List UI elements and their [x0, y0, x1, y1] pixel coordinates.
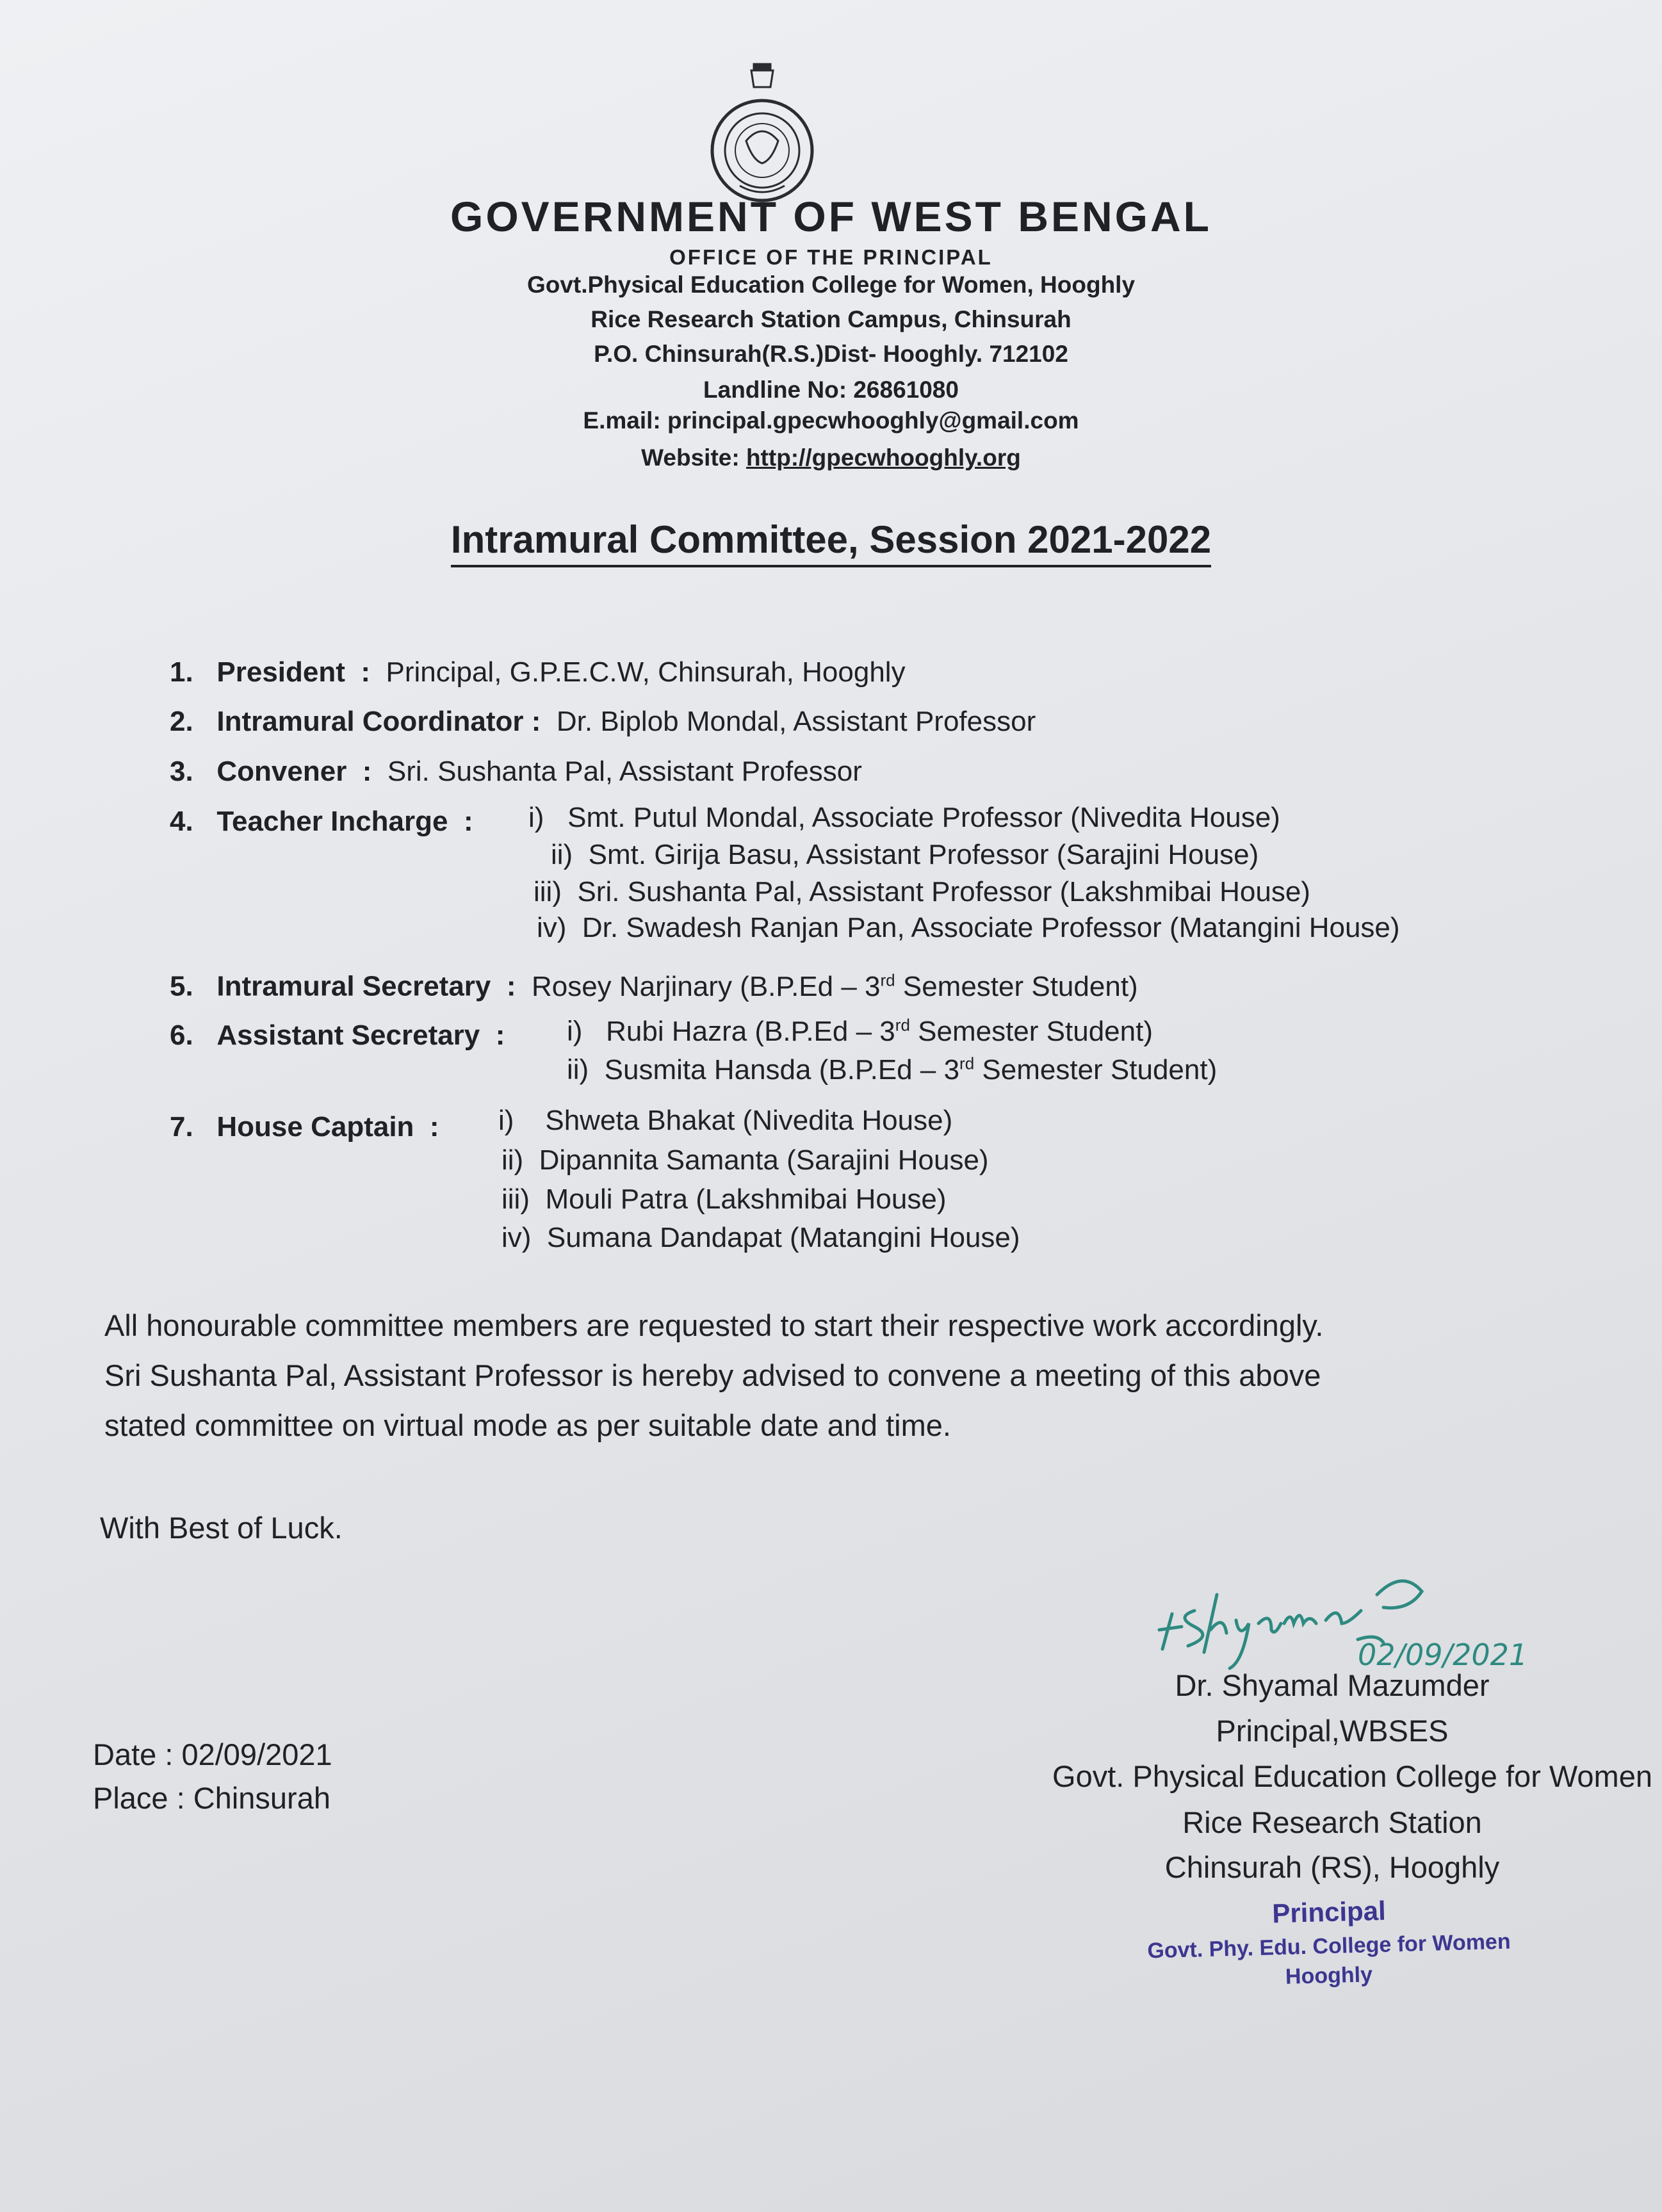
- body-paragraph-line: stated committee on virtual mode as per suitable date and time.: [104, 1408, 951, 1442]
- separator: :: [361, 656, 371, 688]
- separator: :: [531, 706, 541, 737]
- sub-item: [551, 839, 1259, 871]
- item-value: Dr. Biplob Mondal, Assistant Professor: [556, 706, 1036, 737]
- list-item: [170, 1020, 505, 1052]
- item-role: President: [216, 656, 345, 688]
- sub-mark: ii): [501, 1144, 524, 1176]
- sub-mark: iii): [534, 876, 562, 907]
- sub-item: [498, 1105, 952, 1137]
- sub-text: Sumana Dandapat (Matangini House): [546, 1222, 1020, 1253]
- item-value: Principal, G.P.E.C.W, Chinsurah, Hooghly: [386, 656, 906, 688]
- item-number: 4.: [170, 806, 193, 837]
- sub-text: Sri. Sushanta Pal, Assistant Professor (Lakshmibai House): [577, 876, 1310, 907]
- sub-item: [537, 912, 1400, 944]
- separator: :: [362, 756, 372, 787]
- office-line: OFFICE OF THE PRINCIPAL: [669, 245, 993, 269]
- item-role: Assistant Secretary: [216, 1020, 480, 1051]
- sub-mark: iv): [501, 1222, 532, 1253]
- signatory-college: Govt. Physical Education College for Women: [1052, 1759, 1652, 1793]
- list-item: [170, 1111, 439, 1143]
- stamp-college: Govt. Phy. Edu. College for Women: [1146, 1929, 1511, 1964]
- sub-mark: ii): [551, 839, 573, 870]
- body-paragraph-line: All honourable committee members are requested to start their respective work accordingly.: [104, 1308, 1324, 1342]
- item-number: 1.: [170, 656, 193, 688]
- email-label: E.mail:: [583, 407, 661, 434]
- closing-line: With Best of Luck.: [100, 1511, 343, 1545]
- separator: :: [506, 970, 516, 1002]
- list-item: [170, 806, 473, 838]
- sub-mark: i): [498, 1105, 514, 1136]
- signature-date: 02/09/2021: [1358, 1638, 1528, 1672]
- signatory-title: Principal,WBSES: [1216, 1714, 1449, 1748]
- sub-mark: ii): [567, 1053, 589, 1086]
- sub-text: Shweta Bhakat (Nivedita House): [545, 1105, 953, 1136]
- signatory-place: Chinsurah (RS), Hooghly: [1164, 1850, 1500, 1884]
- sub-item: [501, 1144, 989, 1176]
- signatory-name: Dr. Shyamal Mazumder: [1175, 1668, 1490, 1702]
- campus-line: Rice Research Station Campus, Chinsurah: [591, 306, 1071, 332]
- sub-mark: i): [567, 1015, 583, 1047]
- postal-address: P.O. Chinsurah(R.S.)Dist- Hooghly. 712102: [594, 341, 1068, 367]
- sub-text: Smt. Putul Mondal, Associate Professor (Nivedita House): [567, 802, 1280, 833]
- signatory-campus: Rice Research Station: [1182, 1805, 1482, 1839]
- website-label: Website:: [641, 444, 740, 471]
- sub-item: [501, 1222, 1020, 1254]
- website-line: [0, 444, 1662, 471]
- document-title: Intramural Committee, Session 2021-2022: [0, 517, 1662, 562]
- item-number: 5.: [170, 970, 193, 1002]
- separator: :: [429, 1111, 439, 1143]
- website-link[interactable]: http://gpecwhooghly.org: [745, 444, 1021, 471]
- sub-text: Susmita Hansda (B.P.Ed – 3rd Semester Student): [604, 1053, 1218, 1086]
- item-number: 2.: [170, 706, 193, 737]
- body-paragraph-line: Sri Sushanta Pal, Assistant Professor is hereby advised to convene a meeting of this above: [104, 1358, 1321, 1392]
- date-line: Date : 02/09/2021: [93, 1737, 332, 1771]
- sub-item: [528, 802, 1280, 834]
- sub-text: Dr. Swadesh Ranjan Pan, Associate Professor (Matangini House): [582, 912, 1400, 943]
- sub-mark: iv): [537, 912, 567, 943]
- item-role: Convener: [216, 756, 347, 787]
- item-role: House Captain: [216, 1111, 414, 1143]
- sub-item: [534, 876, 1310, 908]
- email-link[interactable]: principal.gpecwhooghly@gmail.com: [667, 407, 1079, 434]
- sub-mark: iii): [501, 1183, 530, 1215]
- item-value: Sri. Sushanta Pal, Assistant Professor: [387, 756, 862, 787]
- list-item: [170, 970, 1138, 1003]
- sub-text: Rubi Hazra (B.P.Ed – 3rd Semester Student): [606, 1015, 1153, 1047]
- list-item: [170, 706, 1036, 738]
- item-role: Teacher Incharge: [216, 806, 448, 837]
- sub-item: [567, 1015, 1153, 1048]
- separator: :: [463, 806, 473, 837]
- sub-mark: i): [528, 802, 544, 833]
- item-number: 3.: [170, 756, 193, 787]
- stamp-title: Principal: [1271, 1895, 1387, 1929]
- sub-item: [567, 1053, 1217, 1086]
- item-value: Rosey Narjinary (B.P.Ed – 3rd Semester Student): [531, 970, 1138, 1002]
- sub-text: Dipannita Samanta (Sarajini House): [539, 1144, 989, 1176]
- landline: Landline No: 26861080: [703, 377, 959, 403]
- sub-text: Smt. Girija Basu, Assistant Professor (Sarajini House): [588, 839, 1259, 870]
- sub-text: Mouli Patra (Lakshmibai House): [545, 1183, 947, 1215]
- separator: :: [495, 1020, 505, 1051]
- list-item: [170, 756, 862, 788]
- list-item: [170, 656, 906, 688]
- stamp-location: Hooghly: [1285, 1962, 1373, 1989]
- item-role: Intramural Secretary: [216, 970, 491, 1002]
- college-name: Govt.Physical Education College for Women, Hooghly: [526, 272, 1136, 298]
- state-emblem-icon: [701, 58, 823, 205]
- item-number: 7.: [170, 1111, 193, 1143]
- item-number: 6.: [170, 1020, 193, 1051]
- government-title: GOVERNMENT OF WEST BENGAL: [450, 193, 1212, 240]
- email-line: [0, 407, 1662, 434]
- place-line: Place : Chinsurah: [93, 1781, 330, 1815]
- item-role: Intramural Coordinator: [216, 706, 524, 737]
- sub-item: [501, 1183, 946, 1216]
